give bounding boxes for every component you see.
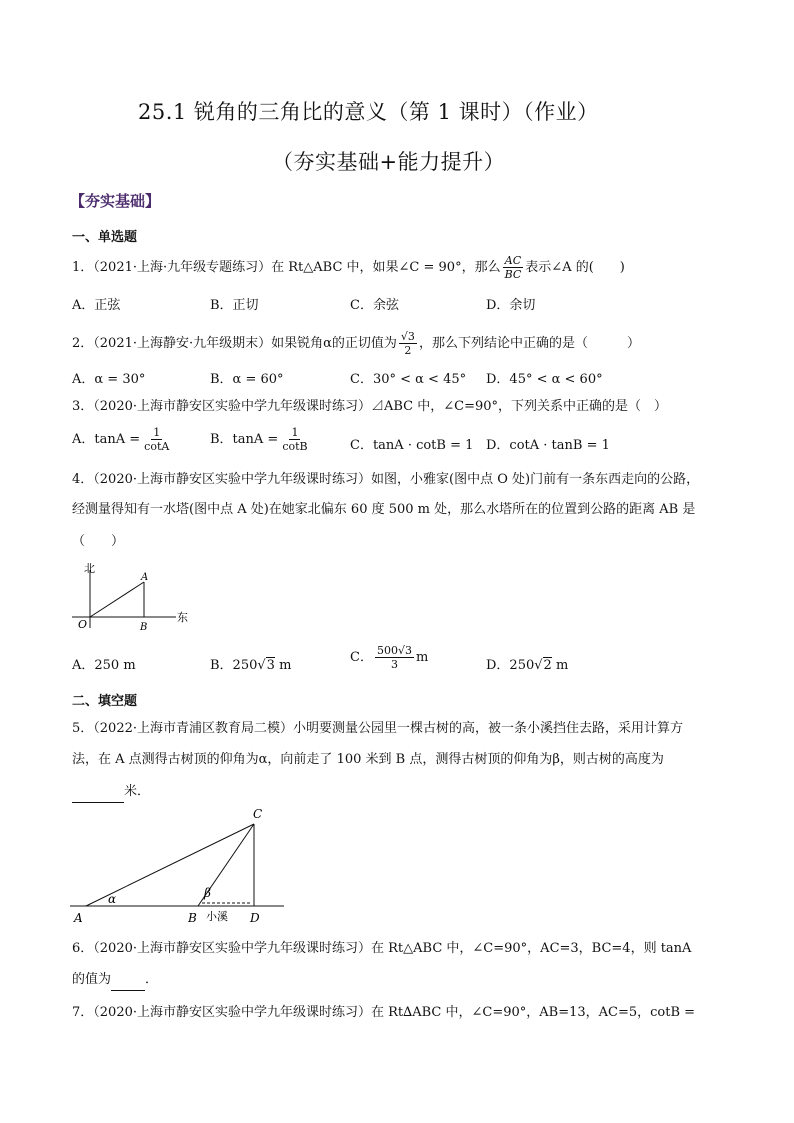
label-o: O [78,618,88,631]
fraction-denominator: 2 [404,344,412,357]
fraction [142,426,171,453]
option-b-label: B．250 [210,658,258,673]
answer-blank[interactable] [111,970,145,991]
question-text-cont: 的值为 [72,972,112,987]
label-north: 北 [84,562,95,575]
question-2 [72,330,640,357]
page-subtitle: （夯实基础+能力提升） [272,150,506,174]
unit: m [551,658,569,673]
option-a: A．250 m [72,658,136,673]
question-number: 5． [72,721,94,736]
section-tag: 【夯实基础】 [70,192,161,210]
question-7-line-1 [72,1003,695,1023]
option-c: C．tanA · cotB = 1 [350,438,474,453]
label-a: A [141,572,149,583]
label-a: A [74,911,83,925]
fraction-numerator: AC [504,254,522,267]
option-a: A．α = 30° [72,372,146,387]
sqrt-symbol: √ [257,658,266,673]
question-number: 4． [72,472,94,487]
option-d-label: D．250 [486,658,535,673]
option-a: A．正弦 [72,298,121,313]
unit: m [415,650,429,665]
question-5-line-1 [72,719,683,739]
question-4-line-2: 经测量得知有一水塔(图中点 A 处)在她家北偏东 60 度 500 m 处，那么水塔所在的位置到公路的距离 AB 是 [72,502,696,517]
segment-oa [90,582,144,617]
question-number: 7． [72,1005,94,1020]
option-a-label: A．tanA = [72,432,141,447]
question-text: （2020·上海市静安区实验中学九年级课时练习）如图，小雅家(图中点 O 处)门前有一条东西走向的公路， [93,472,700,487]
question-text: （2020·上海市静安区实验中学九年级课时练习）⊿ABC 中，∠C=90°，下列关系中正确的是（ ） [93,399,668,414]
section-heading-fill-blank: 二、填空题 [72,694,138,709]
label-beta: β [204,886,211,900]
page-title: 25.1 锐角的三角比的意义（第 1 课时）（作业） [138,100,599,124]
question-text: （2020·上海市静安区实验中学九年级课时练习）在 Rt∆ABC 中，∠C=90°，AB=13，AC=5，cotB = [93,1005,696,1020]
fraction-denominator: cotA [144,440,170,453]
fraction [503,254,524,281]
option-a [72,426,173,453]
question-5-line-2: 法，在 A 点测得古树顶的仰角为α，向前走了 100 米到 B 点，测得古树顶的仰角为β，则古树的高度为 [72,752,664,767]
fraction-denominator: cotB [282,440,308,453]
question-6-line-2 [72,970,158,991]
question-3 [72,397,667,417]
option-d: D．余切 [486,298,536,313]
unit: m [274,658,292,673]
option-c [350,644,428,671]
question-number: 1． [72,260,94,275]
option-b [210,426,312,453]
question-text: （2020·上海市静安区实验中学九年级课时练习）在 Rt△ABC 中，∠C=90°，AC=3，BC=4，则 tanA [93,941,692,956]
question-6-line-1 [72,939,691,959]
option-b: B．正切 [210,298,259,313]
label-d: D [250,911,260,925]
option-c: C．30° < α < 45° [350,372,467,387]
question-number: 6． [72,941,94,956]
fraction [375,644,414,671]
question-text: （2021·上海·九年级专题练习）在 Rt△ABC 中，如果∠C = 90°，那么 [93,260,501,275]
period: ． [145,972,159,987]
section-heading-single-choice: 一、单选题 [72,230,138,245]
question-tail: ，那么下列结论中正确的是（ ） [418,336,640,351]
option-d: D．cotA · tanB = 1 [486,438,610,453]
option-c: C．余弦 [350,298,399,313]
fraction [280,426,309,453]
label-stream: 小溪 [206,910,228,923]
label-b: B [188,911,197,925]
radicand: 2 [543,658,552,673]
option-b: B．α = 60° [210,372,284,387]
option-b [210,654,291,673]
sqrt-symbol: √ [534,658,543,673]
fraction-numerator: 500√3 [376,644,412,657]
fraction-numerator: √3 [400,330,415,343]
option-b-label: B．tanA = [210,432,279,447]
question-number: 2． [72,336,94,351]
question-tail: 表示∠A 的( ) [525,260,625,275]
fraction-denominator: 3 [390,658,398,671]
question-4-line-3: （ ） [72,534,125,549]
question-text: （2021·上海静安·九年级期末）如果锐角α的正切值为 [93,336,397,351]
figure-tree-height-diagram [66,802,296,932]
option-c-label: C． [350,650,373,665]
label-b: B [140,622,148,633]
option-d: D．45° < α < 60° [486,372,603,387]
answer-blank[interactable] [72,782,124,803]
question-number: 3． [72,399,94,414]
fraction-denominator: BC [504,268,522,281]
fraction [399,330,417,357]
radicand: 3 [266,658,275,673]
question-text: （2022·上海市青浦区教育局二模）小明要测量公园里一棵古树的高，被一条小溪挡住去路，采用计算方 [93,721,683,736]
fraction-numerator: 1 [291,426,299,439]
label-east: 东 [177,611,188,624]
question-4-line-1 [72,470,699,490]
question-1 [72,254,625,281]
label-alpha: α [108,892,117,906]
fraction-numerator: 1 [153,426,161,439]
option-d [486,654,568,673]
unit-text: 米． [124,784,151,799]
question-5-line-3 [72,782,150,803]
figure-compass-diagram [68,560,208,640]
label-c: C [253,807,263,821]
